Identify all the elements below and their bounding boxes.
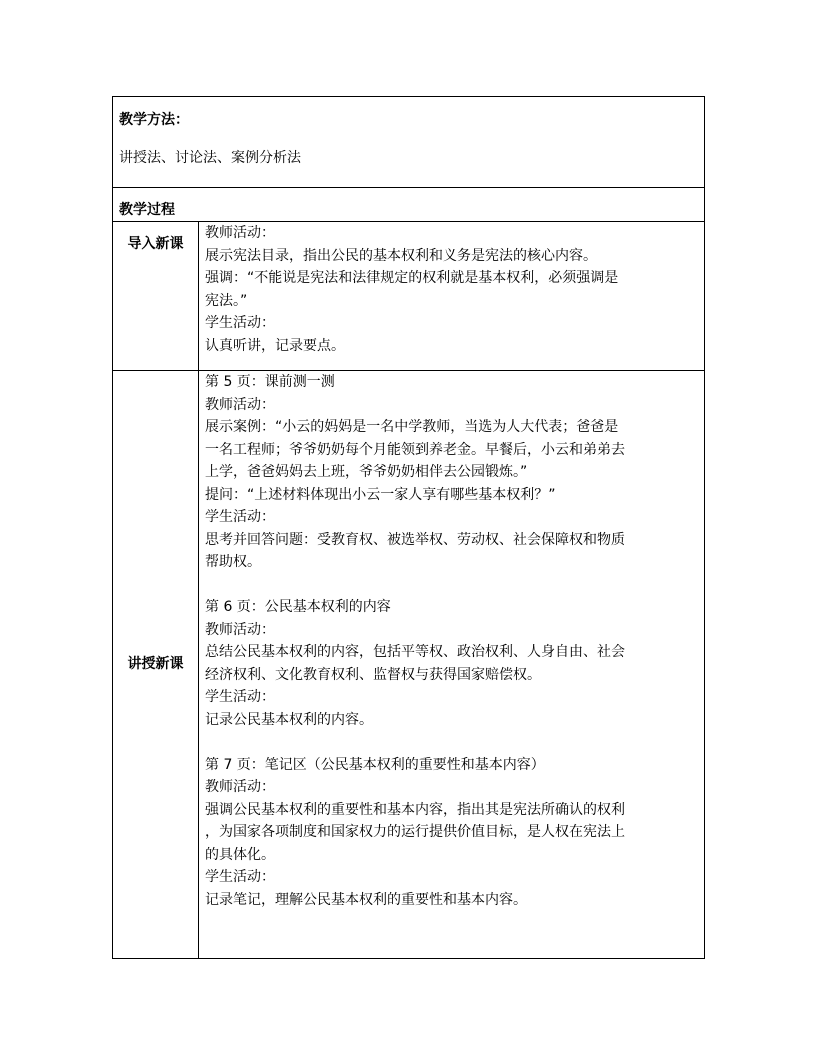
page6-line: 经济权利、文化教育权利、监督权与获得国家赔偿权。 [205, 666, 541, 683]
page5-line: 教师活动： [205, 396, 275, 413]
page5-line: 一名工程师；爷爷奶奶每个月能领到养老金。早餐后，小云和弟弟去 [205, 441, 625, 458]
process-row [113, 188, 705, 222]
intro-line: 学生活动： [205, 315, 275, 331]
methods-heading: 教学方法： [119, 112, 189, 128]
page7-line: 强调公民基本权利的重要性和基本内容，指出其是宪法所确认的权利 [205, 801, 625, 818]
methods-text: 讲授法、讨论法、案例分析法 [119, 150, 301, 166]
page5-line: 展示案例：“小云的妈妈是一名中学教师，当选为人大代表；爸爸是 [205, 419, 619, 435]
page7-line: 学生活动： [205, 869, 275, 885]
page7-line: 的具体化。 [205, 846, 275, 863]
page5-line: 上学，爸爸妈妈去上班，爷爷奶奶相伴去公园锻炼。” [205, 464, 528, 480]
intro-line: 宪法。” [205, 292, 248, 309]
methods-cell [113, 97, 705, 188]
page6-line: 记录公民基本权利的内容。 [205, 711, 373, 728]
page7-line: 记录笔记，理解公民基本权利的重要性和基本内容。 [205, 891, 527, 908]
intro-label: 导入新课 [113, 222, 199, 371]
methods-row [113, 97, 705, 188]
page5-line: 思考并回答问题：受教育权、被选举权、劳动权、社会保障权和物质 [205, 531, 625, 548]
page6-line: 第 6 页：公民基本权利的内容 [205, 599, 391, 615]
page7-line: ，为国家各项制度和国家权力的运行提供价值目标，是人权在宪法上 [205, 824, 625, 840]
spacer [205, 574, 698, 597]
page7-line: 教师活动： [205, 779, 275, 795]
intro-line: 认真听讲，记录要点。 [205, 337, 345, 354]
page5-line: 帮助权。 [205, 554, 261, 570]
lecture-row [113, 371, 705, 959]
intro-content [199, 222, 705, 371]
page6-line: 总结公民基本权利的内容，包括平等权、政治权利、人身自由、社会 [205, 644, 625, 660]
intro-line: 教师活动： [205, 225, 275, 241]
intro-row [113, 222, 705, 371]
lecture-label: 讲授新课 [113, 371, 199, 959]
page6-line: 教师活动： [205, 621, 275, 638]
page5-line: 第 5 页：课前测一测 [205, 374, 335, 390]
page5-line: 学生活动： [205, 509, 275, 525]
page5-line: 提问：“上述材料体现出小云一家人享有哪些基本权利？” [205, 486, 556, 503]
spacer [205, 731, 698, 754]
page6-line: 学生活动： [205, 689, 275, 705]
intro-line: 强调：“不能说是宪法和法律规定的权利就是基本权利，必须强调是 [205, 270, 619, 286]
lecture-content [199, 371, 705, 959]
page7-line: 第 7 页：笔记区（公民基本权利的重要性和基本内容） [205, 756, 545, 773]
lesson-plan-table [112, 96, 705, 959]
intro-line: 展示宪法目录，指出公民的基本权利和义务是宪法的核心内容。 [205, 247, 597, 264]
process-heading: 教学过程 [113, 188, 705, 222]
